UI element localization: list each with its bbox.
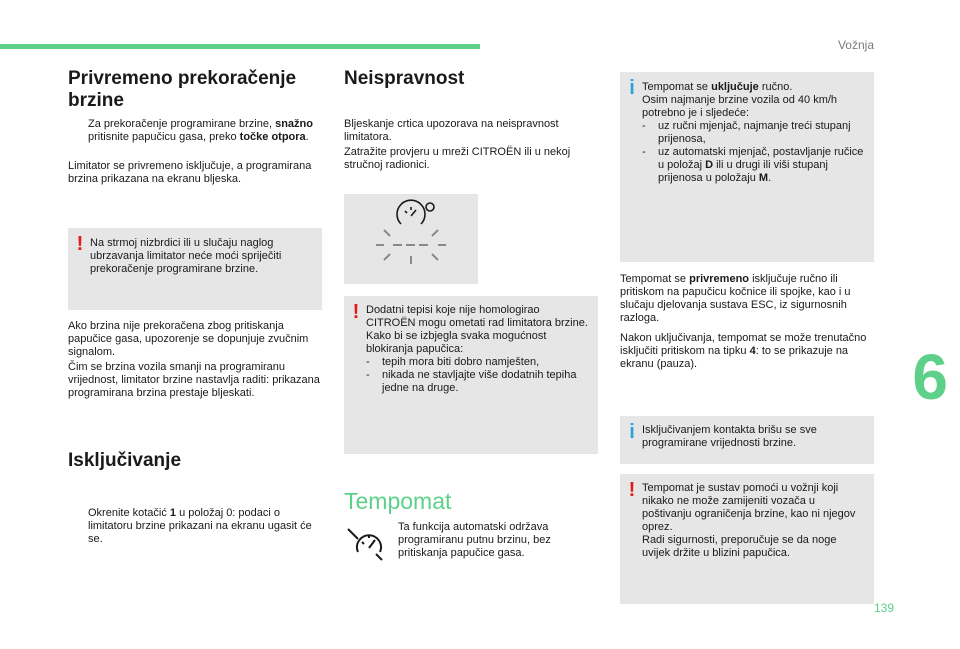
paragraph-cruise-description: Ta funkcija automatski održava programiranu putnu brzinu, bez pritiskanja papučice gasa. [398, 521, 551, 559]
cruise-control-icon [344, 524, 386, 566]
text-span: Nakon uključivanja, tempomat se može trenutačno isključiti pritiskom na tipku [620, 332, 867, 357]
text-span: Okrenite kotačić [88, 507, 170, 519]
warning-box-driver-aid [620, 474, 874, 604]
text-span: . [305, 131, 309, 143]
paragraph-pause-button [620, 332, 874, 371]
text-span: Tempomat se [620, 273, 690, 285]
text-span: pritisnite papučicu gasa, preko [88, 131, 240, 143]
list-item-text: uz ručni mjenjač, najmanje treći stupanj prijenosa, [658, 120, 851, 145]
heading-switching-off: Isključivanje [68, 450, 182, 471]
text-bold: 4 [749, 345, 756, 357]
header-accent-bar [0, 44, 480, 49]
info-icon: i [629, 77, 635, 99]
warning-text [642, 482, 864, 560]
text-line: Tempomat je sustav pomoći u vožnji koji nikako ne može zamijeniti vozača u poštivanju ograničenja brzine, kao ni njegov oprez. [642, 482, 856, 533]
paragraph-limiter-off: Limitator se privremeno isključuje, a programirana brzina prikazana na ekranu bljeska. [68, 160, 312, 185]
info-box-ignition-off [620, 416, 874, 464]
list-item: - uz automatski mjenjač, postavljanje ručice u položaj D ili u drugi ili viši stupanj prijenosa u položaju M. [642, 146, 868, 185]
text-span: u položaj 0: podaci o limitatoru brzine prikazani na ekranu ugasit će se. [88, 507, 312, 545]
warning-icon: ! [352, 301, 360, 323]
text-span: . [768, 172, 772, 184]
heading-cruise-control: Tempomat [344, 488, 452, 514]
text-bold: snažno [275, 118, 313, 130]
warning-text: Na strmoj nizbrdici ili u slučaju naglog ubrzavanja limitator neće moći spriječiti prekoračenje programirane brzine. [90, 237, 282, 275]
heading-malfunction: Neispravnost [344, 68, 465, 89]
instruction-overspeed [68, 118, 318, 144]
text-bold: uključuje [711, 81, 759, 93]
text-span: ručno. [758, 81, 793, 93]
list-item: - tepih mora biti dobro namješten, [366, 356, 540, 368]
list-item-text [658, 146, 868, 185]
text-bold: M [758, 172, 769, 184]
text-line [642, 81, 868, 94]
paragraph-dashes-flash: Bljeskanje crtica upozorava na neispravnost limitatora. [344, 118, 559, 143]
list-item-text: nikada ne stavljajte više dodatnih tepiha jedne na druge. [382, 369, 577, 394]
text-span: uz automatski mjenjač, postavljanje ručice u položaj [658, 146, 864, 171]
chapter-number: 6 [912, 341, 948, 413]
text-line: Radi sigurnosti, preporučuje se da noge uvijek držite u blizini papučica. [642, 534, 837, 559]
text-line: Osim najmanje brzine vozila od 40 km/h potrebno je i sljedeće: [642, 94, 838, 119]
warning-box-floor-mats [344, 296, 598, 454]
warning-box-steep-descent [68, 228, 322, 310]
text-span: : to se prikazuje na ekranu (pauza). [620, 345, 849, 370]
text-span: ili u drugi ili viši stupanj prijenosa u položaju [658, 159, 828, 184]
warning-text [366, 304, 588, 395]
text-span: isključuje ručno ili pritiskom na papučicu kočnice ili spojke, kao i u slučaju djelovanja sustava ESC, iz sigurnosnih razloga. [620, 273, 851, 324]
paragraph-audible-signal: Ako brzina nije prekoračena zbog pritiskanja papučice gasa, upozorenje se dopunjuje zvučnim signalom. [68, 320, 309, 358]
info-text [642, 81, 868, 185]
warning-icon: ! [76, 233, 84, 255]
section-label: Vožnja [837, 38, 874, 52]
paragraph-resume: Čim se brzina vozila smanji na programiranu vrijednost, limitator brzine nastavlja raditi: prikazana programirana brzina prestaje bljeskati. [68, 361, 320, 399]
text-span: Za prekoračenje programirane brzine, [88, 118, 276, 130]
instruction-switch-off [68, 507, 322, 546]
list-item: - uz ručni mjenjač, najmanje treći stupanj prijenosa, [642, 120, 868, 146]
info-text: Isključivanjem kontakta brišu se sve programirane vrijednosti brzine. [642, 424, 817, 449]
info-icon: i [629, 421, 635, 443]
text-bold: privremeno [689, 273, 750, 285]
list-item-text: tepih mora biti dobro namješten, [382, 356, 540, 368]
info-box-activation [620, 72, 874, 262]
text-bold: 1 [169, 507, 177, 519]
paragraph-temporary-off [620, 273, 874, 325]
text-span: Tempomat se [642, 81, 712, 93]
text-bold: D [705, 159, 714, 171]
heading-temporary-overspeed: Privremeno prekoračenje brzine [68, 68, 297, 111]
page-number: 139 [873, 601, 894, 615]
speed-limiter-fault-icon [344, 194, 478, 284]
warning-icon: ! [628, 479, 636, 501]
paragraph-have-checked: Zatražite provjeru u mreži CITROËN ili u nekoj stručnoj radionici. [344, 146, 571, 171]
text-line: Kako bi se izbjegla svaka mogućnost blokiranja papučica: [366, 330, 547, 355]
limiter-fault-display [344, 194, 478, 284]
text-line: Dodatni tepisi koje nije homologirao CITROËN mogu ometati rad limitatora brzine. [366, 304, 588, 329]
list-item: - nikada ne stavljajte više dodatnih tepiha jedne na druge. [366, 369, 588, 395]
text-bold: točke otpora [239, 131, 306, 143]
